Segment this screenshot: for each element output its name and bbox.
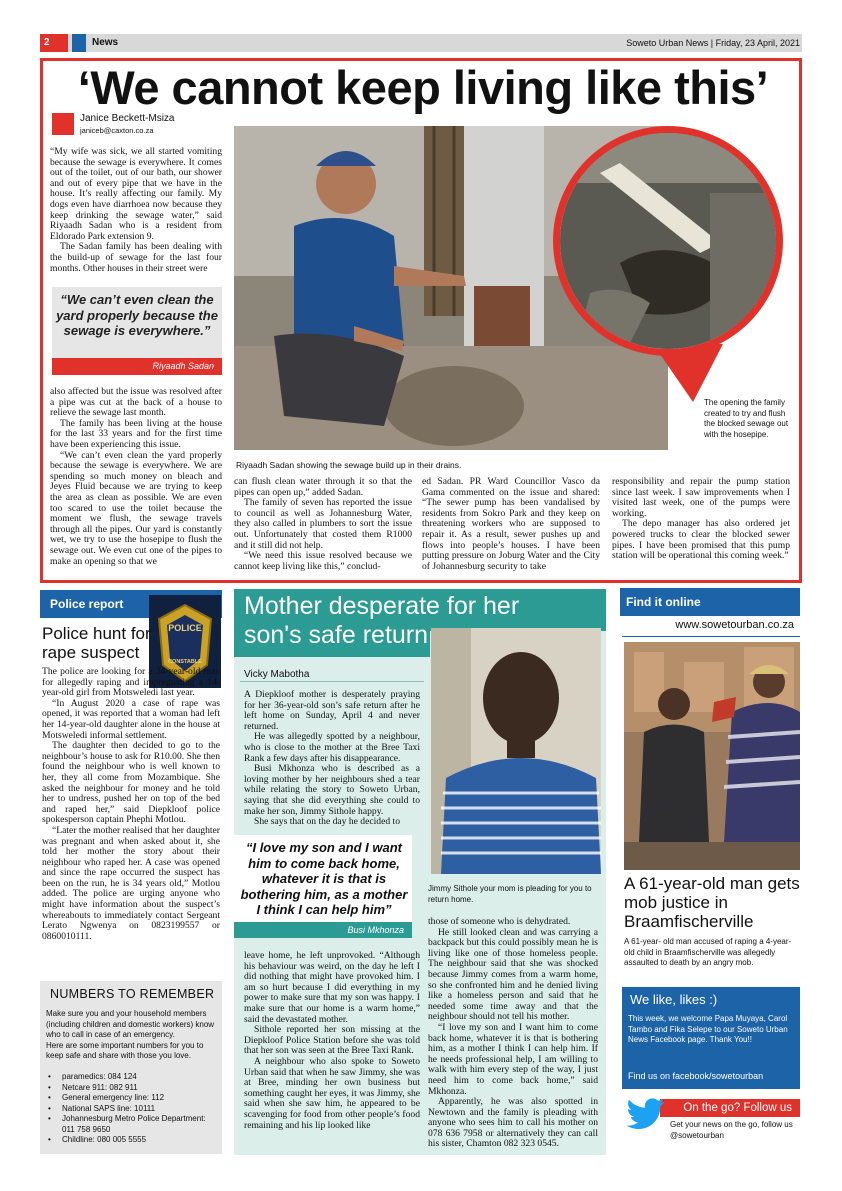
inset-caption: The opening the family created to try and flush the blocked sewage out with the hosepipe. [704, 398, 789, 439]
mother-story-photo [431, 628, 601, 874]
paragraph: “Later the mother realised that her daughter was pregnant and when asked about it, she told her mother the story about their neighbour who raped her. A case was opened and since the rape occurred the suspect has been on the run, he is 34 years old,” Motlou added. The police are urging anyone who might have information about the suspect’s whereabouts to immediately contact Sergeant Lerato Ngwenya on 0823199557 or 0860010111. [42, 824, 220, 942]
mother-pull-quote-source: Busi Mkhonza [234, 922, 412, 938]
facebook-link[interactable]: Find us on facebook/sowetourban [628, 1071, 764, 1081]
twitter-bird-icon [626, 1097, 666, 1131]
mother-headline: Mother desperate for her son's safe return [244, 592, 520, 649]
mob-justice-headline: A 61-year-old man gets mob justice in Braamfischerville [624, 874, 800, 931]
paragraph: ed Sadan. PR Ward Councillor Vasco da Gama commented on the issue and shared: “The sewer pump has been vandalised by residents from Sokro Park and they keep on threatening workers who are supposed to repair it. As a result, sewer pushes up and flows into people’s houses. I have been putting pressure on Joburg Water and the City of Johannesburg security to take [422, 476, 600, 572]
list-item: • paramedics: 084 124 [46, 1072, 220, 1083]
likes-title: We like, likes :) [630, 992, 718, 1007]
lead-byline-name: Janice Beckett-Msiza [80, 113, 175, 124]
numbers-intro [46, 1009, 220, 1062]
paragraph: The family has been living at the house for the last 33 years and for the first time have been experiencing this issue. [50, 417, 222, 450]
badge-rank: CONSTABLE [168, 659, 202, 665]
paragraph: “I love my son and I want him to come back home, whatever it is that is bothering him, as a mother I think I can help him. If he needs professional help, I am willing to walk with him every step of the way, I just need him to come back home,” said Mkhonza. [428, 1021, 598, 1097]
lead-column-2 [234, 477, 412, 572]
paper-info: Soweto Urban News | Friday, 23 April, 2021 [626, 38, 800, 48]
lead-column-4 [612, 477, 790, 562]
list-item: • National SAPS line: 10111 [46, 1104, 220, 1115]
mother-photo-caption: Jimmy Sithole your mom is pleading for you to return home. [428, 884, 592, 904]
paragraph: also affected but the issue was resolved after a pipe was cut at the back of a house to relieve the sewage last month. [50, 386, 222, 419]
website-link[interactable]: www.sowetourban.co.za [675, 619, 794, 631]
paragraph: can flush clean water through it so that the pipes can open up,” added Sadan. [234, 476, 412, 498]
paragraph: “We can’t even clean the yard properly because the sewage is everywhere. We are spending so much money on bleach and Jeyes Fluid because we are trying to keep the area as clean as possible. We are even too scared to use the toilet because the moment we flush, the sewage travels through all the pipes. Our yard is constantly wet, we try to use the hosepipe to flush the sewage out. We even cut one of the pipes to make an opening so that we [50, 449, 222, 567]
paragraph: The daughter then decided to go to the neighbour’s house to ask for R10.00. She then found the neighbour who is well known to her, they all come from Mozambique. She asked the neighbour for money and he told her to undress, pushed her on top of the bed and raped her,” said Diepkloof police spokesperson captain Phephi Motlou. [42, 740, 220, 826]
list-item: • General emergency line: 112 [46, 1093, 220, 1104]
lead-byline-email: janiceb@caxton.co.za [80, 126, 154, 135]
lead-headline: ‘We cannot keep living like this’ [77, 61, 769, 114]
police-body [42, 667, 220, 942]
paragraph: The Sadan family has been dealing with the build-up of sewage for the last four months. Other houses in their street were [50, 241, 222, 274]
mob-justice-summary: A 61-year- old man accused of raping a 4-year-old child in Braamfischerville was allegedly assaulted to death by an angry mob. [624, 937, 792, 967]
paragraph: Sithole reported her son missing at the Diepkloof Police Station before she was told that her son was seen at the Bree Taxi Rank. [244, 1024, 420, 1057]
numbers-intro-line: Here are some important numbers for you to keep safe and share with those you love. [46, 1040, 204, 1060]
police-headline: Police hunt for rape suspect [42, 624, 151, 662]
section-name: News [92, 37, 119, 48]
lead-pull-quote: “We can’t even clean the yard properly because the sewage is everywhere.” [56, 292, 218, 338]
mother-column-1-top [244, 690, 420, 828]
paragraph: A neighbour who also spoke to Soweto Urban said that when he saw Jimmy, she was at Bree, minding her own business but something caught her eyes, it was Jimmy, she said when she saw him, he appeared to be scavenging for food from other people’s food remaining and his lip looked like [244, 1055, 420, 1131]
divider [240, 681, 424, 682]
find-online-label: Find it online [620, 588, 800, 616]
paragraph: The depo manager has also ordered jet powered trucks to clear the blocked sewer pipes. I have been promised that this pump station will be operational this coming week.” [612, 518, 790, 562]
paragraph: “In August 2020 a case of rape was opened, it was reported that a woman had left her 14-year-old daughter alone in the house at Motsweledi informal settlement. [42, 697, 220, 741]
byline-marker [52, 113, 74, 135]
likes-text: This week, we welcome Papa Muyaya, Carol Tambo and Fika Selepe to our Soweto Urban News Facebook page. Thank You!! [628, 1014, 788, 1044]
lead-column-1-bottom [50, 387, 222, 567]
paragraph: responsibility and repair the pump station since last week. I saw improvements when I visited last week, one of the pumps were working. [612, 476, 790, 519]
page-number-accent [72, 34, 86, 52]
numbers-title: NUMBERS TO REMEMBER [50, 987, 215, 1001]
numbers-list [46, 1072, 220, 1146]
paragraph: The family of seven has reported the issue to council as well as Johannesburg Water, they also called in plumbers to sort the issue out. Unfortunately that costed them R1000 and it still did not help. [234, 497, 412, 551]
mob-justice-photo [624, 642, 800, 870]
paragraph: Busi Mkhonza who is described as a loving mother by her neighbours shed a tear while relating the story to Soweto Urban, saying that she did everything she could to make her son, Jimmy Sithole happy. [244, 763, 420, 817]
mother-column-1-bottom [244, 951, 420, 1131]
list-item: • Childline: 080 005 5555 [46, 1135, 220, 1146]
list-item: • Netcare 911: 082 911 [46, 1083, 220, 1094]
mother-column-2 [428, 917, 598, 1150]
mother-byline: Vicky Mabotha [244, 669, 310, 680]
inset-photo-drain [553, 126, 783, 356]
paragraph: “My wife was sick, we all started vomiting because the sewage is everywhere. It comes out of the toilet, out of our bath, our shower and out of every pipe that we have in the house. It’s really affecting our family. My dogs even have diarrhoea now because they keep drinking the sewage water,” said Riyaadh Sadan who is a resident from Eldorado Park extension 9. [50, 146, 222, 242]
paragraph: She says that on the day he decided to [254, 816, 401, 828]
page-number: 2 [40, 34, 68, 52]
paragraph: The police are looking for a 34-year-old man for allegedly raping and impregnating a 14-year-old girl from Motsweledi last year. [42, 666, 220, 699]
paragraph: “We need this issue resolved because we cannot keep living like this,” conclud- [234, 550, 412, 572]
paragraph: He was allegedly spotted by a neighbour, who is close to the mother at the Bree Taxi Rank a few days after his disappearance. [244, 731, 420, 764]
badge-text: POLICE [168, 623, 202, 633]
paragraph: Apparently, he was also spotted in Newtown and the family is pleading with anyone who sees him to call his mother on 078 636 7958 or alternatively they can call his sister, Chamton 082 323 0545. [428, 1096, 598, 1150]
police-report-label: Police report [40, 590, 222, 618]
paragraph: A Diepkloof mother is desperately praying for her 36-year-old son’s safe return after he left home on Sunday, April 4 and never returned. [244, 689, 420, 732]
paragraph: He still looked clean and was carrying a backpack but this could possibly mean he is living like one of those homeless people. The neighbour said that she was shocked because Jimmy comes from a warm home, so she confronted him and he denied living like a homeless person and said that he needed some time away and that the neighbour should not tell his mother. [428, 926, 598, 1023]
lead-pull-quote-source: Riyaadh Sadan [52, 358, 222, 375]
paragraph: those of someone who is dehydrated. [428, 916, 571, 927]
lead-photo-caption: Riyaadh Sadan showing the sewage build up in their drains. [236, 460, 462, 470]
numbers-intro-line: Make sure you and your household members (including children and domestic workers) know who to call in case of an emergency. [46, 1009, 215, 1039]
twitter-text: Get your news on the go, follow us @sowetourban [670, 1120, 793, 1140]
list-item: • Johannesburg Metro Police Department: 011 758 9650 [46, 1114, 220, 1135]
divider [622, 636, 800, 637]
lead-column-3 [422, 477, 600, 572]
mother-pull-quote: “I love my son and I want him to come back home, whatever it is that is bothering him, as a mother I think I can help him” [240, 840, 408, 917]
paragraph: leave home, he left unprovoked. “Although his behaviour was weird, on the day he left I did nothing that might have provoked him. I am so hurt because I did everything in my power to make sure that my son was happy. I make sure that our home is a warm home,” said the devastated mother. [244, 950, 420, 1025]
twitter-label: On the go? Follow us [660, 1099, 800, 1117]
lead-column-1-top [50, 147, 222, 274]
